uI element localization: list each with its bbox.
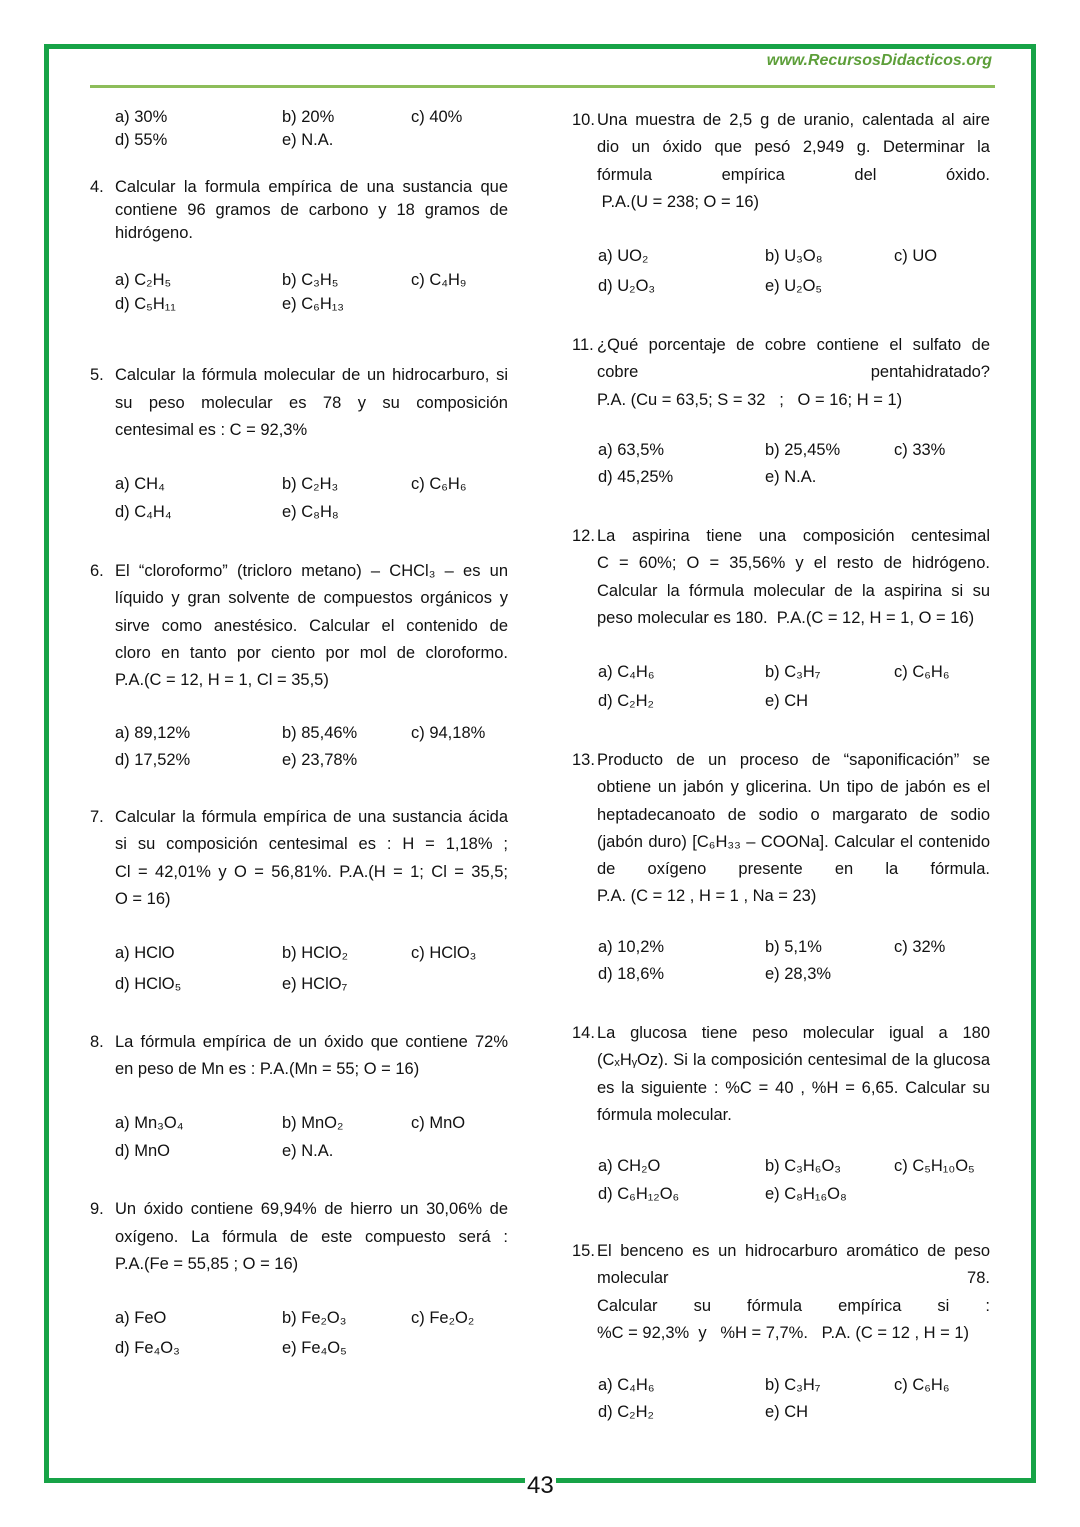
answer-option-a: a) FeO — [115, 1309, 167, 1327]
answer-option-b: b) U₃O₈ — [765, 247, 823, 265]
question-number: 15. — [572, 1242, 595, 1260]
question-14 — [572, 1020, 990, 1129]
answer-option-e: e) 28,3% — [765, 965, 832, 983]
question-15 — [572, 1238, 990, 1347]
question-8 — [90, 1029, 508, 1083]
answer-option-e: e) 23,78% — [282, 751, 358, 769]
answer-option-b: b) MnO₂ — [282, 1114, 344, 1132]
question-12 — [572, 523, 990, 632]
question-line: La glucosa tiene peso molecular igual a 180 — [597, 1024, 990, 1042]
question-4 — [90, 176, 508, 245]
answer-option-b: b) Fe₂O₃ — [282, 1309, 347, 1327]
question-line: contiene 96 gramos de carbono y 18 gramos de — [115, 201, 508, 219]
answer-option-c: c) C₆H₆ — [894, 663, 950, 681]
answer-option-d: d) 18,6% — [598, 965, 665, 983]
question-line: oxígeno. La fórmula de este compuesto será : — [115, 1227, 508, 1246]
question-number: 5. — [90, 366, 104, 384]
question-line: La fórmula empírica de un óxido que contiene 72% — [115, 1033, 508, 1051]
answer-option-e: e) C₈H₈ — [282, 503, 339, 521]
answer-option-a: a) C₄H₆ — [598, 1376, 655, 1394]
answer-option-b: b) C₂H₃ — [282, 475, 339, 493]
question-line: Calcular su fórmula empírica si : — [597, 1296, 990, 1315]
question-line: cobre pentahidratado? — [597, 363, 990, 382]
answer-option-d: d) U₂O₃ — [598, 277, 656, 295]
answer-option-d: d) C₂H₂ — [598, 1403, 654, 1421]
question-10 — [572, 107, 990, 216]
question-line: (CₓHᵧOz). Si la composición centesimal de la glucosa — [597, 1051, 990, 1070]
answer-option-e: e) C₆H₁₃ — [282, 295, 345, 313]
question-line: Calcular la formula empírica de una sustancia que — [115, 178, 508, 196]
question-number: 10. — [572, 111, 595, 129]
answer-option-c: c) 32% — [894, 938, 946, 956]
question-5 — [90, 362, 508, 445]
question-line: fórmula empírica del óxido. — [597, 165, 990, 184]
question-number: 4. — [90, 178, 104, 196]
answer-option-a: a) UO₂ — [598, 247, 649, 265]
answer-option-c: c) UO — [894, 247, 938, 265]
question-line: ¿Qué porcentaje de cobre contiene el sulfato de — [597, 336, 990, 354]
answer-option-c: c) C₆H₆ — [894, 1376, 950, 1394]
question-line: líquido y gran solvente de compuestos orgánicos y — [115, 589, 508, 608]
question-line: P.A.(Fe = 55,85 ; O = 16) — [115, 1255, 299, 1273]
question-number: 13. — [572, 751, 595, 769]
website-url: www.RecursosDidacticos.org — [766, 52, 992, 69]
question-text — [597, 523, 990, 632]
question-line: centesimal es : C = 92,3% — [115, 421, 308, 439]
question-text — [115, 362, 508, 445]
question-11 — [572, 332, 990, 414]
answer-option-d: d) 55% — [115, 131, 168, 149]
question-line: de oxígeno presente en la fórmula. — [597, 860, 990, 879]
question-line: O = 16) — [115, 889, 171, 908]
question-number: 8. — [90, 1033, 104, 1051]
answer-option-d: d) Fe₄O₃ — [115, 1339, 180, 1357]
question-line: hidrógeno. — [115, 224, 193, 242]
answer-option-d: d) MnO — [115, 1142, 171, 1160]
question-line: molecular 78. — [597, 1269, 990, 1288]
question-line: P.A. (C = 12 , H = 1 , Na = 23) — [597, 887, 817, 906]
question-line: %C = 92,3% y %H = 7,7%. P.A. (C = 12 , H = 1) — [597, 1323, 970, 1342]
question-line: Un óxido contiene 69,94% de hierro un 30,06% de — [115, 1200, 508, 1218]
question-number: 7. — [90, 808, 104, 826]
answer-option-e: e) Fe₄O₅ — [282, 1339, 347, 1357]
question-line: peso molecular es 180. P.A.(C = 12, H = 1, O = 16) — [597, 608, 975, 627]
question-number: 12. — [572, 527, 595, 545]
question-text — [115, 558, 508, 694]
question-line: sirve como anestésico. Calcular el contenido de — [115, 616, 508, 635]
answer-option-d: d) C₆H₁₂O₆ — [598, 1185, 680, 1203]
question-9 — [90, 1196, 508, 1279]
question-text — [115, 176, 508, 245]
answer-option-d: d) C₂H₂ — [598, 692, 654, 710]
answer-option-e: e) N.A. — [765, 468, 817, 486]
question-line: P.A.(C = 12, H = 1, Cl = 35,5) — [115, 671, 329, 690]
question-line: Calcular la fórmula empírica de una sustancia ácida — [115, 808, 508, 826]
answer-option-e: e) U₂O₅ — [765, 277, 823, 295]
answer-option-a: a) CH₂O — [598, 1157, 661, 1175]
answer-option-a: a) HClO — [115, 944, 175, 962]
answer-option-c: c) HClO₃ — [411, 944, 477, 962]
question-line: Producto de un proceso de “saponificación” se — [597, 751, 990, 769]
question-line: cloro en tanto por ciento por mol de cloroformo. — [115, 643, 508, 662]
question-7 — [90, 804, 508, 913]
answer-option-b: b) C₃H₇ — [765, 1376, 821, 1394]
answer-option-e: e) N.A. — [282, 1142, 334, 1160]
answer-option-b: b) 5,1% — [765, 938, 822, 956]
question-line: Una muestra de 2,5 g de uranio, calentada al aire — [597, 111, 990, 129]
question-number: 9. — [90, 1200, 104, 1218]
question-text — [597, 1020, 990, 1129]
answer-option-d: d) HClO₅ — [115, 975, 182, 993]
question-line: heptadecanoato de sodio o margarato de sodio — [597, 805, 990, 824]
answer-option-c: c) 40% — [411, 108, 463, 126]
question-line: su peso molecular es 78 y su composición — [115, 393, 508, 412]
answer-option-b: b) 85,46% — [282, 724, 358, 742]
answer-option-d: d) C₄H₄ — [115, 503, 172, 521]
question-text — [115, 1196, 508, 1279]
question-line: P.A.(U = 238; O = 16) — [597, 192, 760, 211]
answer-option-b: b) 25,45% — [765, 441, 841, 459]
question-text — [597, 1238, 990, 1347]
question-number: 11. — [572, 336, 594, 354]
answer-option-d: d) 17,52% — [115, 751, 191, 769]
answer-option-b: b) C₃H₇ — [765, 663, 821, 681]
answer-option-b: b) HClO₂ — [282, 944, 348, 962]
question-text — [597, 747, 990, 911]
answer-option-e: e) CH — [765, 692, 809, 710]
question-text — [115, 804, 508, 913]
question-line: C = 60%; O = 35,56% y el resto de hidrógeno. — [597, 554, 990, 573]
answer-option-b: b) C₃H₅ — [282, 271, 339, 289]
answer-option-d: d) C₅H₁₁ — [115, 295, 176, 313]
question-line: dio un óxido que pesó 2,949 g. Determinar la — [597, 138, 990, 157]
answer-option-c: c) Fe₂O₂ — [411, 1309, 475, 1327]
answer-option-a: a) C₄H₆ — [598, 663, 655, 681]
answer-option-a: a) Mn₃O₄ — [115, 1114, 184, 1132]
question-line: es la siguiente : %C = 40 , %H = 6,65. Calcular su — [597, 1078, 990, 1097]
header-divider — [90, 85, 995, 88]
answer-option-e: e) C₈H₁₆O₈ — [765, 1185, 847, 1203]
answer-option-b: b) 20% — [282, 108, 335, 126]
answer-option-a: a) 89,12% — [115, 724, 191, 742]
question-number: 6. — [90, 562, 104, 580]
question-line: fórmula molecular. — [597, 1105, 732, 1124]
page-number: 43 — [527, 1472, 554, 1499]
answer-option-a: a) C₂H₅ — [115, 271, 172, 289]
question-line: en peso de Mn es : P.A.(Mn = 55; O = 16) — [115, 1060, 420, 1078]
question-line: si su composición centesimal es : H = 1,18% ; — [115, 835, 508, 854]
answer-option-a: a) 30% — [115, 108, 168, 126]
question-line: (jabón duro) [C₆H₃₃ – COONa]. Calcular el contenido — [597, 832, 990, 851]
answer-option-d: d) 45,25% — [598, 468, 674, 486]
question-line: Calcular la fórmula molecular de la aspirina si su — [597, 581, 990, 600]
answer-option-a: a) 63,5% — [598, 441, 665, 459]
question-text — [597, 332, 990, 414]
question-line: Calcular la fórmula molecular de un hidrocarburo, si — [115, 366, 508, 384]
question-text — [597, 107, 990, 216]
answer-option-e: e) HClO₇ — [282, 975, 348, 993]
answer-option-c: c) C₆H₆ — [411, 475, 467, 493]
answer-option-c: c) C₄H₉ — [411, 271, 467, 289]
answer-option-b: b) C₃H₆O₃ — [765, 1157, 842, 1175]
answer-option-a: a) CH₄ — [115, 475, 165, 493]
answer-option-e: e) CH — [765, 1403, 809, 1421]
question-line: El benceno es un hidrocarburo aromático de peso — [597, 1242, 990, 1260]
question-number: 14. — [572, 1024, 595, 1042]
question-13 — [572, 747, 990, 911]
answer-option-c: c) 33% — [894, 441, 946, 459]
question-line: Cl = 42,01% y O = 56,81%. P.A.(H = 1; Cl = 35,5; — [115, 862, 508, 881]
answer-option-a: a) 10,2% — [598, 938, 665, 956]
question-text — [115, 1029, 508, 1083]
answer-option-c: c) MnO — [411, 1114, 466, 1132]
question-line: El “cloroformo” (tricloro metano) – CHCl₃ – es un — [115, 562, 508, 580]
question-line: obtiene un jabón y glicerina. Un tipo de jabón es el — [597, 778, 990, 797]
question-6 — [90, 558, 508, 694]
question-line: La aspirina tiene una composición centesimal — [597, 527, 990, 545]
answer-option-e: e) N.A. — [282, 131, 334, 149]
answer-option-c: c) C₅H₁₀O₅ — [894, 1157, 975, 1175]
answer-option-c: c) 94,18% — [411, 724, 486, 742]
question-line: P.A. (Cu = 63,5; S = 32 ; O = 16; H = 1) — [597, 390, 903, 409]
